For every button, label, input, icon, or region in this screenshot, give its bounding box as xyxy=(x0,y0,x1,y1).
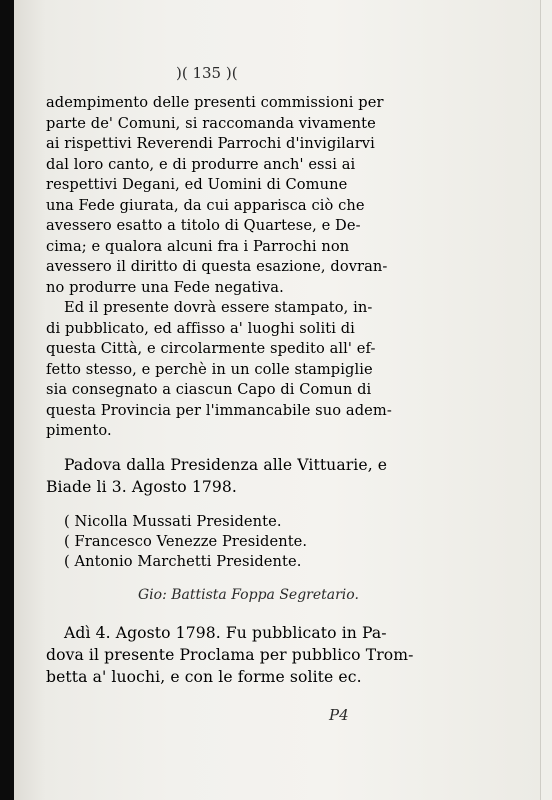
place-date-line: Padova dalla Presidenza alle Vittuarie, e xyxy=(64,456,388,474)
signatory: ( Nicolla Mussati Presidente. xyxy=(64,513,282,530)
body-line: pimento. xyxy=(46,422,112,439)
signatory: ( Francesco Venezze Presidente. xyxy=(64,533,308,550)
body-line: dal loro canto, e di produrre anch' essi ai xyxy=(46,156,356,173)
page-edge xyxy=(540,0,552,800)
body-line: una Fede giurata, da cui apparisca ciò che xyxy=(46,197,365,214)
publication-line: Adì 4. Agosto 1798. Fu pubblicato in Pa- xyxy=(64,624,387,642)
body-line: parte de' Comuni, si raccomanda vivamente xyxy=(46,115,376,132)
body-line: Ed il presente dovrà essere stampato, in- xyxy=(64,299,373,316)
publication-line: dova il presente Proclama per pubblico Trom- xyxy=(46,646,414,664)
body-line: avessero esatto a titolo di Quartese, e De- xyxy=(46,217,361,234)
body-line: cima; e qualora alcuni fra i Parrochi non xyxy=(46,238,350,255)
body-line: questa Città, e circolarmente spedito all' ef- xyxy=(46,340,376,357)
body-line: questa Provincia per l'immancabile suo adem- xyxy=(46,402,392,419)
body-line: fetto stesso, e perchè in un colle stampiglie xyxy=(46,361,373,378)
catchword: P4 xyxy=(329,706,349,724)
secretary-signature: Gio: Battista Foppa Segretario. xyxy=(138,587,359,603)
body-line: no produrre una Fede negativa. xyxy=(46,279,284,296)
body-line: sia consegnato a ciascun Capo di Comun di xyxy=(46,381,372,398)
signatory: ( Antonio Marchetti Presidente. xyxy=(64,553,302,570)
body-line: ai rispettivi Reverendi Parrochi d'invigilarvi xyxy=(46,135,375,152)
body-line: adempimento delle presenti commissioni per xyxy=(46,94,384,111)
publication-line: betta a' luochi, e con le forme solite ec. xyxy=(46,668,362,686)
body-line: di pubblicato, ed affisso a' luoghi soliti di xyxy=(46,320,355,337)
body-line: avessero il diritto di questa esazione, dovran- xyxy=(46,258,388,275)
place-date-line: Biade li 3. Agosto 1798. xyxy=(46,478,237,496)
page-number: )( 135 )( xyxy=(176,64,238,82)
body-line: respettivi Degani, ed Uomini di Comune xyxy=(46,176,348,193)
